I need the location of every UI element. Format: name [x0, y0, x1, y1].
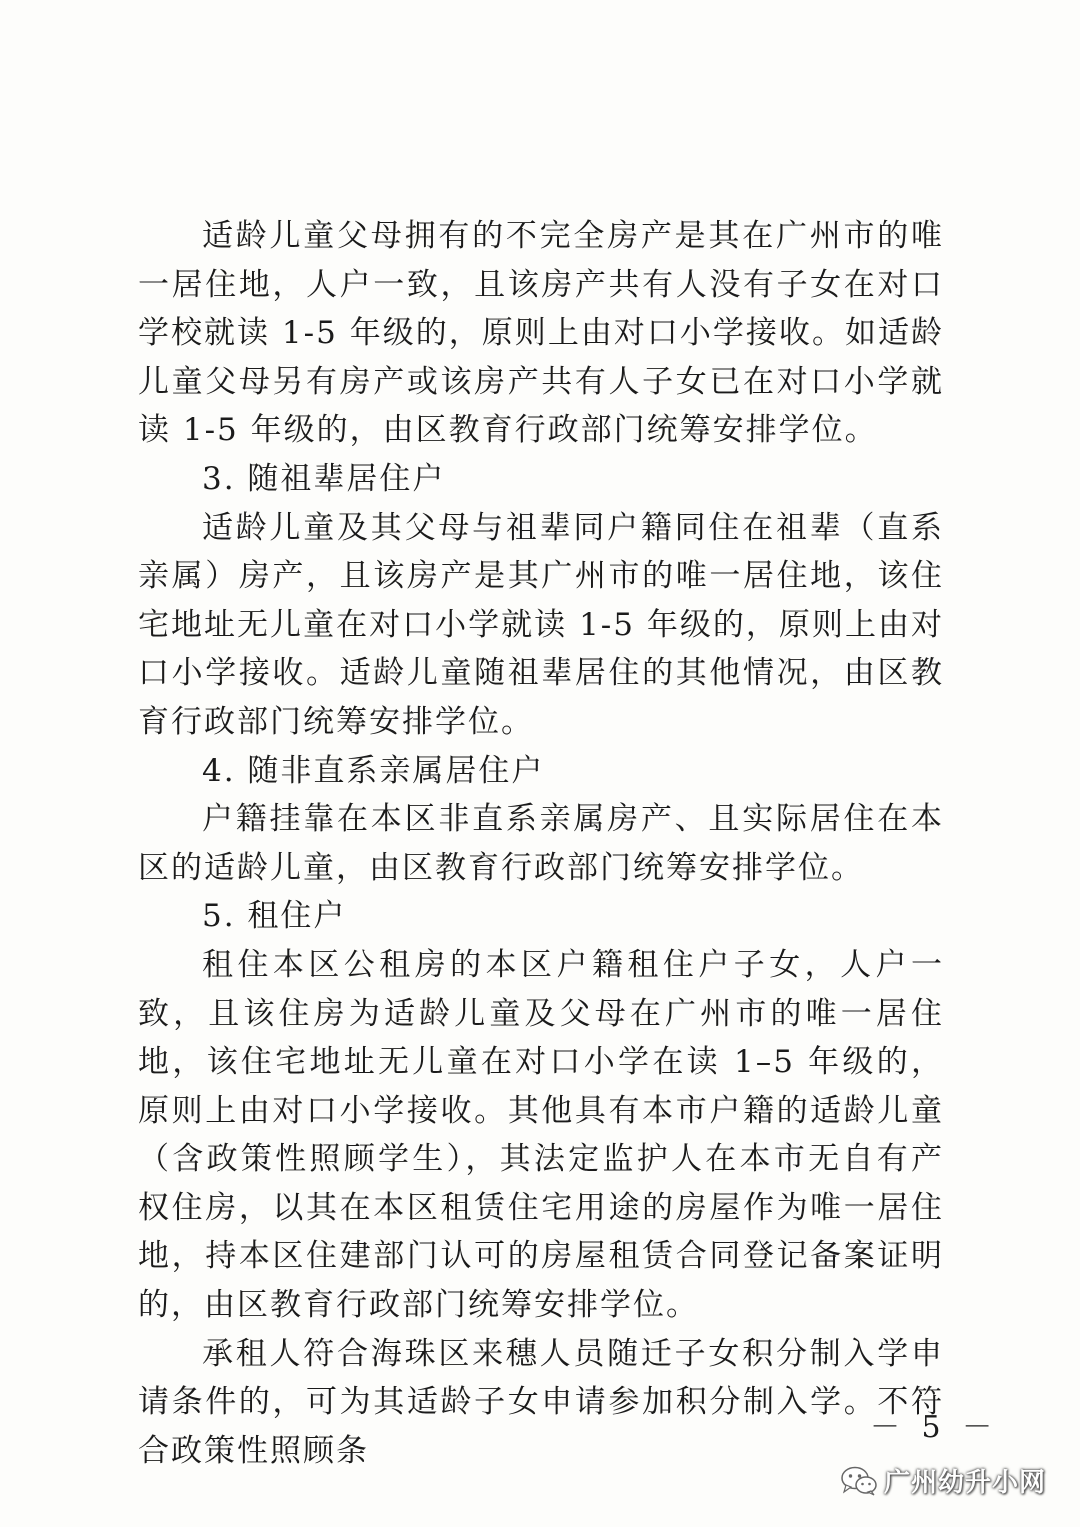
- paragraph-property-ownership: 适龄儿童父母拥有的不完全房产是其在广州市的唯一居住地，人户一致，且该房产共有人没有子女在对口学校就读 1-5 年级的，原则上由对口小学接收。如适龄儿童父母另有房产或该房产共有人子女已在对口小学就读 1-5 年级的，由区教育行政部门统筹安排学位。: [138, 218, 944, 449]
- page-number: － 5 －: [870, 1410, 999, 1445]
- document-body: [138, 212, 944, 1475]
- paragraph-grandparents: 适龄儿童及其父母与祖辈同户籍同住在祖辈（直系亲属）房产，且该房产是其广州市的唯一居住地，该住宅地址无儿童在对口小学就读 1-5 年级的，原则上由对口小学接收。适龄儿童随祖辈居住的其他情况，由区教育行政部门统筹安排学位。: [138, 509, 944, 740]
- watermark: [840, 1462, 1046, 1499]
- section-heading-3: 3. 随祖辈居住户: [202, 460, 446, 497]
- section-heading-4: 4. 随非直系亲属居住户: [202, 752, 545, 789]
- watermark-text: 广州幼升小网: [884, 1468, 1047, 1498]
- paragraph-non-direct-relatives: 户籍挂靠在本区非直系亲属房产、且实际居住在本区的适龄儿童，由区教育行政部门统筹安排学位。: [138, 801, 944, 886]
- section-heading-5: 5. 租住户: [202, 898, 347, 935]
- paragraph-lessee-points: 承租人符合海珠区来穗人员随迁子女积分制入学申请条件的，可为其适龄子女申请参加积分制入学。不符合政策性照顾条: [138, 1335, 944, 1469]
- paragraph-renters: 租住本区公租房的本区户籍租住户子女，人户一致，且该住房为适龄儿童及父母在广州市的唯一居住地，该住宅地址无儿童在对口小学在读 1–5 年级的，原则上由对口小学接收。其他具有本市户籍的适龄儿童（含政策性照顾学生），其法定监护人在本市无自有产权住房，以其在本区租赁住宅用途的房屋作为唯一居住地，持本区住建部门认可的房屋租赁合同登记备案证明的，由区教育行政部门统筹安排学位。: [138, 946, 944, 1324]
- wechat-icon: [840, 1466, 878, 1496]
